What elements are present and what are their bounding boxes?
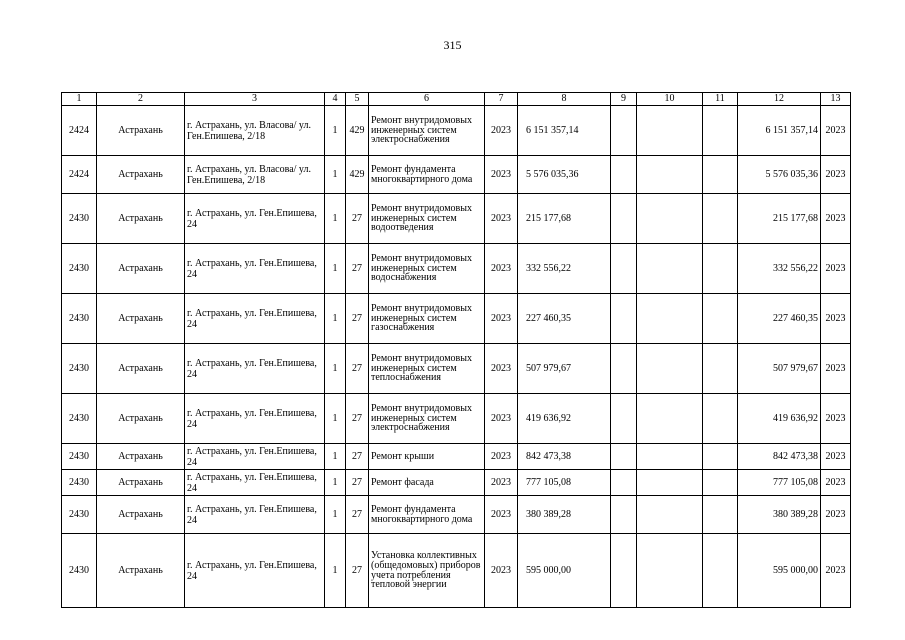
- col11-cell: [703, 294, 738, 344]
- column-header: 4: [325, 93, 346, 106]
- column-number-row: [62, 93, 851, 106]
- col5-cell: 27: [346, 194, 369, 244]
- address-cell: г. Астрахань, ул. Власова/ ул. Ген.Епишева, 2/18: [185, 156, 325, 194]
- table-row: [62, 106, 851, 156]
- table-row: [62, 444, 851, 470]
- house-id-cell: 2430: [62, 496, 97, 534]
- col10-cell: [637, 106, 703, 156]
- completion-year-cell: 2023: [821, 244, 851, 294]
- col10-cell: [637, 444, 703, 470]
- column-header: 5: [346, 93, 369, 106]
- total-cost-cell: 842 473,38: [738, 444, 821, 470]
- col11-cell: [703, 106, 738, 156]
- house-id-cell: 2424: [62, 106, 97, 156]
- work-type-cell: Ремонт внутридомовых инженерных систем электроснабжения: [369, 106, 485, 156]
- col10-cell: [637, 244, 703, 294]
- col9-cell: [611, 294, 637, 344]
- column-header: 2: [97, 93, 185, 106]
- completion-year-cell: 2023: [821, 496, 851, 534]
- col4-cell: 1: [325, 194, 346, 244]
- house-id-cell: 2430: [62, 444, 97, 470]
- house-id-cell: 2430: [62, 534, 97, 608]
- completion-year-cell: 2023: [821, 470, 851, 496]
- completion-year-cell: 2023: [821, 444, 851, 470]
- cost-cell: 419 636,92: [518, 394, 611, 444]
- house-id-cell: 2430: [62, 244, 97, 294]
- cost-cell: 215 177,68: [518, 194, 611, 244]
- work-type-cell: Ремонт фасада: [369, 470, 485, 496]
- table-row: [62, 344, 851, 394]
- table-row: [62, 194, 851, 244]
- col9-cell: [611, 156, 637, 194]
- municipality-cell: Астрахань: [97, 244, 185, 294]
- col11-cell: [703, 496, 738, 534]
- work-type-cell: Ремонт фундамента многоквартирного дома: [369, 156, 485, 194]
- column-header: 7: [485, 93, 518, 106]
- table-row: [62, 294, 851, 344]
- col9-cell: [611, 394, 637, 444]
- municipality-cell: Астрахань: [97, 444, 185, 470]
- col9-cell: [611, 106, 637, 156]
- completion-year-cell: 2023: [821, 344, 851, 394]
- column-header: 12: [738, 93, 821, 106]
- municipality-cell: Астрахань: [97, 106, 185, 156]
- work-type-cell: Ремонт внутридомовых инженерных систем водоотведения: [369, 194, 485, 244]
- completion-year-cell: 2023: [821, 394, 851, 444]
- col4-cell: 1: [325, 394, 346, 444]
- cost-cell: 507 979,67: [518, 344, 611, 394]
- col11-cell: [703, 194, 738, 244]
- col4-cell: 1: [325, 496, 346, 534]
- col5-cell: 429: [346, 106, 369, 156]
- col10-cell: [637, 294, 703, 344]
- year-cell: 2023: [485, 444, 518, 470]
- col11-cell: [703, 344, 738, 394]
- col4-cell: 1: [325, 294, 346, 344]
- total-cost-cell: 5 576 035,36: [738, 156, 821, 194]
- col5-cell: 429: [346, 156, 369, 194]
- year-cell: 2023: [485, 156, 518, 194]
- total-cost-cell: 6 151 357,14: [738, 106, 821, 156]
- col5-cell: 27: [346, 444, 369, 470]
- completion-year-cell: 2023: [821, 194, 851, 244]
- column-header: 10: [637, 93, 703, 106]
- col11-cell: [703, 244, 738, 294]
- column-header: 1: [62, 93, 97, 106]
- col9-cell: [611, 496, 637, 534]
- col9-cell: [611, 470, 637, 496]
- total-cost-cell: 777 105,08: [738, 470, 821, 496]
- municipality-cell: Астрахань: [97, 294, 185, 344]
- work-type-cell: Ремонт внутридомовых инженерных систем электроснабжения: [369, 394, 485, 444]
- address-cell: г. Астрахань, ул. Ген.Епишева, 24: [185, 344, 325, 394]
- col10-cell: [637, 470, 703, 496]
- year-cell: 2023: [485, 194, 518, 244]
- col4-cell: 1: [325, 470, 346, 496]
- completion-year-cell: 2023: [821, 294, 851, 344]
- address-cell: г. Астрахань, ул. Ген.Епишева, 24: [185, 394, 325, 444]
- year-cell: 2023: [485, 534, 518, 608]
- col11-cell: [703, 470, 738, 496]
- house-id-cell: 2430: [62, 294, 97, 344]
- year-cell: 2023: [485, 106, 518, 156]
- col9-cell: [611, 534, 637, 608]
- column-header: 6: [369, 93, 485, 106]
- address-cell: г. Астрахань, ул. Ген.Епишева, 24: [185, 534, 325, 608]
- col10-cell: [637, 156, 703, 194]
- completion-year-cell: 2023: [821, 156, 851, 194]
- address-cell: г. Астрахань, ул. Ген.Епишева, 24: [185, 244, 325, 294]
- year-cell: 2023: [485, 394, 518, 444]
- col5-cell: 27: [346, 394, 369, 444]
- total-cost-cell: 595 000,00: [738, 534, 821, 608]
- col5-cell: 27: [346, 294, 369, 344]
- col5-cell: 27: [346, 470, 369, 496]
- work-type-cell: Ремонт фундамента многоквартирного дома: [369, 496, 485, 534]
- column-header: 11: [703, 93, 738, 106]
- year-cell: 2023: [485, 496, 518, 534]
- total-cost-cell: 227 460,35: [738, 294, 821, 344]
- cost-cell: 380 389,28: [518, 496, 611, 534]
- repair-registry-table: [61, 92, 851, 608]
- total-cost-cell: 332 556,22: [738, 244, 821, 294]
- col5-cell: 27: [346, 244, 369, 294]
- house-id-cell: 2430: [62, 194, 97, 244]
- address-cell: г. Астрахань, ул. Власова/ ул. Ген.Епишева, 2/18: [185, 106, 325, 156]
- cost-cell: 842 473,38: [518, 444, 611, 470]
- col5-cell: 27: [346, 344, 369, 394]
- municipality-cell: Астрахань: [97, 394, 185, 444]
- col11-cell: [703, 394, 738, 444]
- year-cell: 2023: [485, 344, 518, 394]
- col4-cell: 1: [325, 156, 346, 194]
- table-row: [62, 394, 851, 444]
- col11-cell: [703, 534, 738, 608]
- col9-cell: [611, 444, 637, 470]
- work-type-cell: Ремонт внутридомовых инженерных систем водоснабжения: [369, 244, 485, 294]
- year-cell: 2023: [485, 244, 518, 294]
- col4-cell: 1: [325, 344, 346, 394]
- total-cost-cell: 380 389,28: [738, 496, 821, 534]
- house-id-cell: 2430: [62, 344, 97, 394]
- col5-cell: 27: [346, 496, 369, 534]
- municipality-cell: Астрахань: [97, 496, 185, 534]
- table-row: [62, 470, 851, 496]
- col10-cell: [637, 534, 703, 608]
- completion-year-cell: 2023: [821, 106, 851, 156]
- house-id-cell: 2430: [62, 394, 97, 444]
- col10-cell: [637, 394, 703, 444]
- house-id-cell: 2430: [62, 470, 97, 496]
- col4-cell: 1: [325, 244, 346, 294]
- address-cell: г. Астрахань, ул. Ген.Епишева, 24: [185, 444, 325, 470]
- address-cell: г. Астрахань, ул. Ген.Епишева, 24: [185, 470, 325, 496]
- address-cell: г. Астрахань, ул. Ген.Епишева, 24: [185, 294, 325, 344]
- cost-cell: 5 576 035,36: [518, 156, 611, 194]
- col9-cell: [611, 344, 637, 394]
- cost-cell: 777 105,08: [518, 470, 611, 496]
- municipality-cell: Астрахань: [97, 344, 185, 394]
- work-type-cell: Ремонт крыши: [369, 444, 485, 470]
- page-number: 315: [443, 38, 462, 52]
- column-header: 9: [611, 93, 637, 106]
- year-cell: 2023: [485, 470, 518, 496]
- cost-cell: 595 000,00: [518, 534, 611, 608]
- col4-cell: 1: [325, 444, 346, 470]
- cost-cell: 227 460,35: [518, 294, 611, 344]
- work-type-cell: Ремонт внутридомовых инженерных систем газоснабжения: [369, 294, 485, 344]
- house-id-cell: 2424: [62, 156, 97, 194]
- total-cost-cell: 215 177,68: [738, 194, 821, 244]
- column-header: 8: [518, 93, 611, 106]
- col10-cell: [637, 496, 703, 534]
- cost-cell: 6 151 357,14: [518, 106, 611, 156]
- col11-cell: [703, 444, 738, 470]
- address-cell: г. Астрахань, ул. Ген.Епишева, 24: [185, 496, 325, 534]
- municipality-cell: Астрахань: [97, 470, 185, 496]
- col4-cell: 1: [325, 534, 346, 608]
- col4-cell: 1: [325, 106, 346, 156]
- total-cost-cell: 419 636,92: [738, 394, 821, 444]
- completion-year-cell: 2023: [821, 534, 851, 608]
- municipality-cell: Астрахань: [97, 156, 185, 194]
- col11-cell: [703, 156, 738, 194]
- table-row: [62, 534, 851, 608]
- cost-cell: 332 556,22: [518, 244, 611, 294]
- year-cell: 2023: [485, 294, 518, 344]
- col10-cell: [637, 344, 703, 394]
- table-row: [62, 244, 851, 294]
- total-cost-cell: 507 979,67: [738, 344, 821, 394]
- table-row: [62, 496, 851, 534]
- col9-cell: [611, 244, 637, 294]
- table-row: [62, 156, 851, 194]
- column-header: 3: [185, 93, 325, 106]
- municipality-cell: Астрахань: [97, 534, 185, 608]
- col10-cell: [637, 194, 703, 244]
- municipality-cell: Астрахань: [97, 194, 185, 244]
- work-type-cell: Ремонт внутридомовых инженерных систем теплоснабжения: [369, 344, 485, 394]
- col5-cell: 27: [346, 534, 369, 608]
- address-cell: г. Астрахань, ул. Ген.Епишева, 24: [185, 194, 325, 244]
- work-type-cell: Установка коллективных (общедомовых) приборов учета потребления тепловой энергии: [369, 534, 485, 608]
- col9-cell: [611, 194, 637, 244]
- column-header: 13: [821, 93, 851, 106]
